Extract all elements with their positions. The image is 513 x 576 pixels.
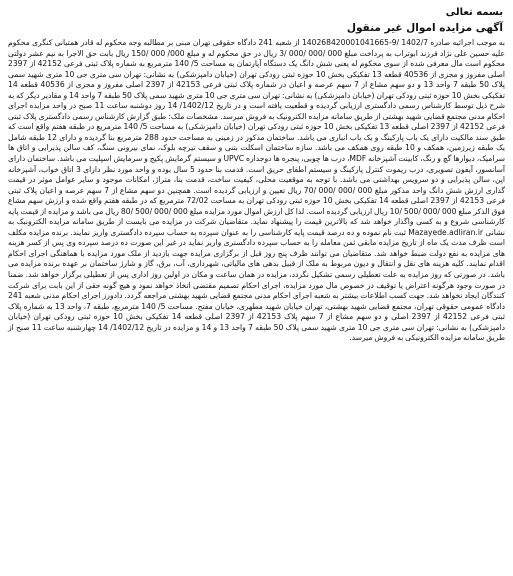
notice-title: آگهی مزایده اموال غیر منقول (346, 22, 503, 34)
notice-body: به موجب اجرائیه صادره 1402/7 /9-140268420001041665 از شعبه 241 دادگاه حقوقی تهران مبنی بر مطالبه وجه محکوم له قادر همتیانی کنگری محکوم علیه حسین علی نژاد فرزند ابوتراب به پرداخت مبلغ 000 /000 /000 /3 ریال در حق محکوم له و مبلغ 000/ 000 /150 ریال بابت حق الاجرا به نیم عشر دولتی محکوم است مال معرفی شده از سوی محکوم له یعنی شش دانگ یک دستگاه آپارتمان به مساحت 5/ 140 مترمربع به شماره پلاک ثبتی فرعی 42152 از 2397 اصلی مفروز و مجزی از 40536 قطعه 13 تفکیکی بخش 10 حوزه ثبتی رودکی تهران (خیابان دامپزشکی) به نشانی: تهران سی متری جی 10 متری شهید سمی پلاک 50 طبقه 7 واحد 13 و دو سهم مشاع از 7 سهم عرصه و اعیان در شماره پلاک ثبتی فرعی 42153 از 2397 اصلی مفروز و مجزی از 40536 قطعه 14 تفکیکی بخش 10 حوزه ثبتی رودکی تهران (خیابان دامپزشکی) به نشانی: تهران سی متری جی 10 متری شهید سمی پلاک 50 طبقه 7 واحد 14 و مقادیر دیگر که به شرح ذیل توسط کارشناس رسمی دادگستری ارزیابی گردیده و قطعیت یافته است و در تاریخ 1402/12/ 14 روز دوشنبه ساعت 11 صبح در واحد مزایده اجرای احکام مدنی مجتمع قضایی شهید بهشتی از طریق سامانه مزایده الکترونیک به فروش میرسد. مشخصات ملک: طبق گزارش کارشناس رسمی دادگستری پلاک ثبتی فرعی 42152 از 2397 اصلی قطعه 13 تفکیکی بخش 10 حوزه ثبتی رودکی تهران (خیابان دامپزشکی) به مساحت 5/ 140 مترمربع در طبقه هفتم واقع است که طبق سند مالکیت دارای یک باب پارکینگ و یک باب انباری می باشد. ساختمان مذکور در زمینی به مساحت حدود 288 مترمربع بنا گردیده و دارای 12 طبقه شامل یک طبقه زیرزمین، همکف و 10 طبقه روی همکف می باشد. سازه ساختمان اسکلت بتنی و سقف تیرچه بلوک، نمای بیرونی سنگ، کف سالن پذیرایی و اتاق ها سرامیک، دیوارها گچ و رنگ، کابینت آشپزخانه MDF، درب ها چوبی، پنجره ها دوجداره UPVC و سیستم گرمایش پکیج و سرمایش اسپلیت می باشد. ساختمان دارای آسانسور، آیفون تصویری، درب ریموت کنترل پارکینگ و سیستم اطفای حریق است. قدمت بنا حدود 5 سال بوده و واحد مورد نظر دارای 3 اتاق خواب، آشپزخانه اپن، سالن پذیرایی و دو سرویس بهداشتی می باشد. با توجه به موقعیت محلی، کیفیت ساخت، قدمت بنا، متراژ، امکانات موجود و سایر عوامل موثر در قیمت گذاری ارزش شش دانگ واحد مذکور مبلغ 000 /000 /000 /70 ریال تعیین و ارزیابی گردیده است. همچنین دو سهم مشاع از 7 سهم عرصه و اعیان پلاک ثبتی فرعی 42153 از 2397 اصلی قطعه 14 تفکیکی بخش 10 حوزه ثبتی رودکی تهران به مساحت 72/02 مترمربع که در طبقه هفتم واقع شده و ارزش سهم مشاع فوق الذکر مبلغ 000 /000 /500 /10 ریال ارزیابی گردیده است. لذا کل ارزش اموال مورد مزایده مبلغ 000 /000 /500 /80 ریال می باشد و مزایده از قیمت پایه کارشناسی شروع و به کسی واگذار خواهد شد که بالاترین قیمت را پیشنهاد نماید. متقاضیان شرکت در مزایده می بایست از طریق سامانه مزایده الکترونیک به نشانی Mazayede.adliran.ir ثبت نام نموده و ده درصد قیمت پایه کارشناسی را به عنوان سپرده به حساب سپرده دادگستری واریز نمایند. برنده مزایده مکلف است ظرف مدت یک ماه از تاریخ مزایده مابقی ثمن معامله را به حساب سپرده دادگستری واریز نماید در غیر این صورت ده درصد سپرده وی پس از کسر هزینه های مزایده به نفع دولت ضبط خواهد شد. متقاضیان می توانند ظرف پنج روز قبل از برگزاری مزایده جهت بازدید از ملک مورد مزایده با هماهنگی اجرای احکام اقدام نمایند. کلیه هزینه های نقل و انتقال و دیون مربوط به ملک از قبیل بدهی های مالیاتی، شهرداری، آب، برق، گاز و شارژ ساختمان بر عهده برنده مزایده می باشد. در صورتی که روز مزایده به علت تعطیلی رسمی تشکیل نگردد، مزایده در همان ساعت و مکان در اولین روز اداری پس از تعطیلی برگزار خواهد شد. ضمنا در صورت وجود هرگونه اعتراض یا توقیف در خصوص مال مورد مزایده، اجرای احکام تصمیم مقتضی اتخاذ خواهد نمود و هیچ گونه حقی از این بابت برای شرکت کنندگان ایجاد نخواهد شد. جهت کسب اطلاعات بیشتر به شعبه اجرای احکام مدنی مجتمع قضایی شهید بهشتی مراجعه گردد. دادورز اجرای احکام مدنی شعبه 241 دادگاه عمومی حقوقی تهران، مجتمع قضایی شهید بهشتی، تهران خیابان شهید مطهری، خیابان مفتح. مساحت 5/ 140 مترمربع، طبقه 7، واحد 13 به شماره پلاک ثبتی فرعی 42152 از 2397 اصلی و دو سهم مشاع از 7 سهم پلاک 42153 از 2397 اصلی قطعه 14 تفکیکی بخش 10 حوزه ثبتی رودکی تهران (خیابان دامپزشکی) به نشانی: تهران سی متری جی 10 متری شهید سمی پلاک 50 طبقه 7 واحد 13 و 14 و مزایده در تاریخ 1402/12/ 14 چهارشنبه ساعت 11 صبح از طریق سامانه مزایده الکترونیکی به فروش میرسد. (8, 38, 506, 343)
bismillah-heading: بسمه تعالی (445, 7, 503, 18)
